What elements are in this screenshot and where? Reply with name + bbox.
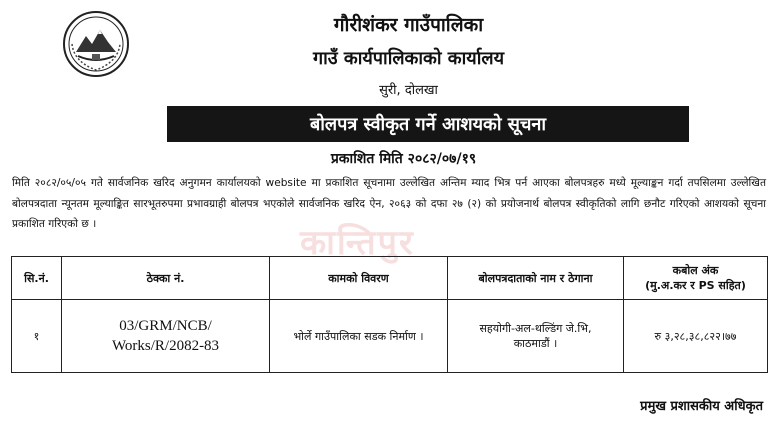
office-location: सुरी, दोलखा [379,83,438,98]
notice-title: बोलपत्र स्वीकृत गर्ने आशयको सूचना [309,114,547,135]
header-sn: सि.नं. [12,257,62,300]
bidder-line2: काठमाडौं । [513,337,558,350]
municipality-name: गौरीशंकर गाउँपालिका [333,14,484,36]
watermark: कान्तिपुर [300,223,415,263]
header-bidder: बोलपत्रदाताको नाम र ठेगाना [448,257,624,300]
office-name: गाउँ कार्यपालिकाको कार्यालय [312,48,505,69]
contract-line1: 03/GRM/NCB/ [119,318,212,334]
notice-body: मिति २०८२/०५/०५ गते सार्वजनिक खरिद अनुगमन कार्यालयको website मा प्रकाशित सूचनामा उल्लेखित अन्तिम म्याद भित्र पर्न आएका बोलपत्रहरु मध्ये मूल्याङ्कन गर्दा तपसिलमा उल्लेखित बोलपत्रदाता न्यूनतम मूल्याङ्कित सारभूतरुपमा प्रभावग्राही बोलपत्र भएकोले सार्वजनिक खरिद ऐन, २०६३ को दफा २७ (२) को प्रयोजनार्थ बोलपत्र स्वीकृतिको लागि छनौट गरिएको आशयको सूचना प्रकाशित गरिएको छ । [12,177,766,230]
header-description: कामको विवरण [270,257,448,300]
bidder-line1: सहयोगी-अल-थल्डिंग जे.भि, [479,322,592,335]
header-contract-no: ठेक्का नं. [62,257,270,300]
notice-title-banner [167,106,689,142]
cell-sn: १ [12,300,62,373]
header-amount-line1: कबोल अंक [672,264,719,277]
published-date: प्रकाशित मिति २०८२/०७/१९ [330,151,477,167]
header-amount-line2: (मु.अ.कर र PS सहित) [645,279,746,292]
cell-bidder [448,300,624,373]
cell-contract-no [62,300,270,373]
header-amount [624,257,768,300]
contract-line2: Works/R/2082-83 [111,338,220,354]
cell-amount: रु ३,२८,३८,८२२।७७ [624,300,768,373]
signatory-title: प्रमुख प्रशासकीय अधिकृत [640,399,763,414]
table-header-row [12,257,768,300]
table-row [12,300,768,373]
bid-table [11,256,768,373]
cell-description: भोर्ले गाउँपालिका सडक निर्माण । [270,300,448,373]
